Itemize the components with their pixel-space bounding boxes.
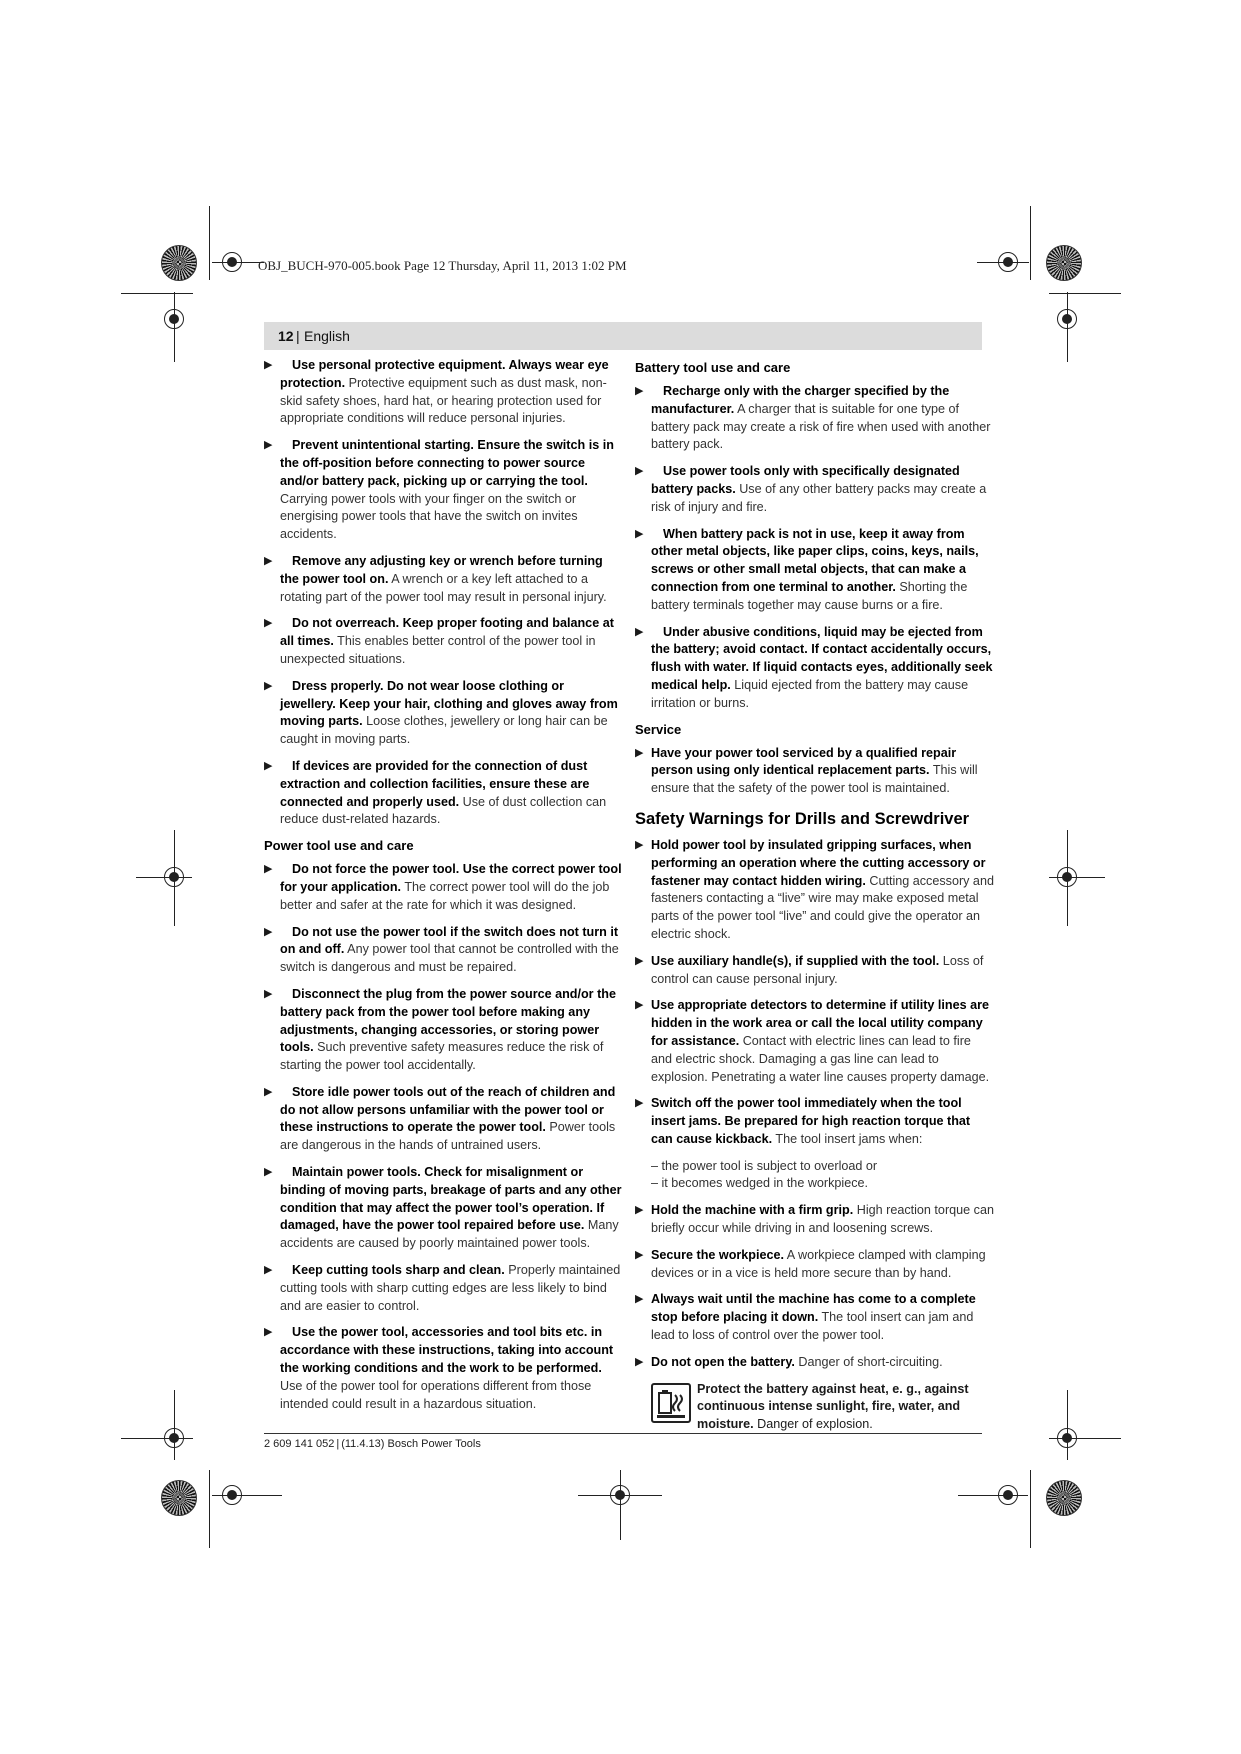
bullet-arrow-icon: ▶ <box>264 759 273 772</box>
bullet-arrow-icon: ▶ <box>264 1264 273 1277</box>
bullet-arrow-icon: ▶ <box>635 385 644 397</box>
language-label: English <box>304 328 350 344</box>
item-text: Properly maintained cutting tools with sharp cutting edges are less likely to bind and are easier to control. <box>280 1263 621 1313</box>
item-text: Carrying power tools with your finger on the switch or energising power tools that have the switch on invites accidents. <box>280 491 578 542</box>
bullet-arrow-icon: ▶ <box>264 679 273 692</box>
item-bold-text: If devices are provided for the connection of dust extraction and collection facilities, ensure these are connected and properly used. <box>280 758 590 809</box>
crop-mark <box>1030 1470 1031 1548</box>
item-bold-text: Hold the machine with a firm grip. <box>651 1203 854 1218</box>
list-item <box>635 953 995 989</box>
item-bold-text: Use the power tool, accessories and tool bits etc. in accordance with these instructions, taking into account the working conditions and the work to be performed. <box>280 1325 614 1376</box>
item-text: High reaction torque can briefly occur while driving in and loosening screws. <box>651 1203 994 1236</box>
list-item <box>264 615 622 668</box>
item-text: Power tools are dangerous in the hands of untrained users. <box>280 1120 616 1153</box>
crop-mark <box>1067 830 1068 926</box>
bullet-arrow-icon: ▶ <box>264 439 273 452</box>
bullet-arrow-icon: ▶ <box>635 527 644 540</box>
item-bold-text: Secure the workpiece. <box>651 1247 784 1262</box>
item-text: Use of any other battery packs may create a risk of injury and fire. <box>651 481 987 514</box>
print-info: OBJ_BUCH-970-005.book Page 12 Thursday, April 11, 2013 1:02 PM <box>258 258 627 273</box>
item-text: Many accidents are caused by poorly maintained power tools. <box>280 1218 619 1251</box>
list-item <box>264 1084 622 1155</box>
list-item <box>635 624 995 713</box>
item-text: Danger of short-circuiting. <box>794 1354 943 1369</box>
crop-mark <box>1067 1390 1068 1460</box>
crop-mark <box>209 206 210 280</box>
bullet-arrow-icon: ▶ <box>264 554 273 567</box>
list-item <box>635 383 995 454</box>
jam-reason: – it becomes wedged in the workpiece. <box>651 1176 869 1191</box>
item-bold-text: Maintain power tools. Check for misalignment or binding of moving parts, breakage of parts and any other condition that may affect the power tool’s operation. If damaged, have the power tool repaired before use. <box>280 1165 622 1233</box>
list-item <box>635 463 995 516</box>
item-bold-text: Prevent unintentional starting. Ensure the switch is in the off-position before connecting to power source and/or battery pack, picking up or carrying the tool. <box>280 438 614 488</box>
crop-mark <box>1030 206 1031 280</box>
item-bold-text: Do not open the battery. <box>651 1354 795 1369</box>
item-bold-text: Use power tools only with specifically designated battery packs. <box>651 464 960 496</box>
page-footer <box>264 1438 481 1450</box>
item-text: Protective equipment such as dust mask, non-skid safety shoes, hard hat, or hearing protection used for appropriate conditions will reduce personal injuries. <box>280 375 607 426</box>
footer-rule <box>264 1433 982 1434</box>
jam-reason: – the power tool is subject to overload or <box>651 1158 878 1173</box>
item-text: Loss of control can cause personal injury. <box>651 953 984 986</box>
bullet-arrow-icon: ▶ <box>264 1326 273 1339</box>
item-bold-text: Have your power tool serviced by a qualified repair person using only identical replacement parts. <box>651 745 957 778</box>
bullet-arrow-icon: ▶ <box>635 999 644 1012</box>
bullet-arrow-icon: ▶ <box>635 465 644 478</box>
crop-mark <box>121 293 193 294</box>
battery-warning <box>635 1381 995 1434</box>
item-text: Contact with electric lines can lead to fire and electric shock. Damaging a gas line can lead to explosion. Penetrating a water line causes property damage. <box>651 1033 990 1084</box>
list-item <box>264 758 622 829</box>
crop-mark <box>1049 877 1105 878</box>
registration-mark-right-upper <box>1057 309 1077 329</box>
list-item <box>635 1247 995 1283</box>
header-separator: | <box>296 328 300 344</box>
item-bold-text: Keep cutting tools sharp and clean. <box>292 1263 505 1278</box>
color-target-bottom-left <box>161 1480 197 1516</box>
item-bold-text: Switch off the power tool immediately when the tool insert jams. Be prepared for high reaction torque that can cause kickback. <box>651 1096 971 1146</box>
battery-heat-warning-icon <box>651 1383 691 1423</box>
page-header <box>264 322 982 350</box>
left-column <box>264 357 622 1422</box>
color-target-top-right <box>1046 245 1082 281</box>
crop-mark <box>620 1470 621 1540</box>
bullet-arrow-icon: ▶ <box>264 1085 273 1098</box>
list-item <box>635 997 995 1086</box>
item-text: Shorting the battery terminals together may cause burns or a fire. <box>651 579 968 612</box>
item-bold-text: When battery pack is not in use, keep it away from other metal objects, like paper clips, coins, keys, nails, screws or other small metal objects, that can make a connection from one terminal to another. <box>651 526 979 594</box>
list-item <box>264 678 622 749</box>
crop-mark <box>136 877 192 878</box>
list-item <box>635 745 995 798</box>
battery-warning-text: Danger of explosion. <box>753 1417 873 1432</box>
list-item <box>264 437 622 544</box>
item-text: Liquid ejected from the battery may cause irritation or burns. <box>651 677 969 710</box>
bullet-arrow-icon: ▶ <box>264 359 273 371</box>
item-bold-text: Use appropriate detectors to determine if utility lines are hidden in the work area or call the local utility company for assistance. <box>651 998 990 1048</box>
bullet-arrow-icon: ▶ <box>635 838 644 851</box>
item-bold-text: Do not force the power tool. Use the correct power tool for your application. <box>280 862 622 894</box>
color-target-bottom-right <box>1046 1480 1082 1516</box>
crop-mark <box>174 830 175 926</box>
list-item <box>635 1095 995 1148</box>
list-item <box>264 553 622 606</box>
item-text: Any power tool that cannot be controlled with the switch is dangerous and must be repaired. <box>280 942 619 975</box>
item-bold-text: Store idle power tools out of the reach of children and do not allow persons unfamiliar with the power tool or these instructions to operate the power tool. <box>280 1084 616 1135</box>
bullet-arrow-icon: ▶ <box>635 746 644 759</box>
item-bold-text: Under abusive conditions, liquid may be ejected from the battery; avoid contact. If contact accidentally occurs, flush with water. If liquid contacts eyes, additionally seek medical help. <box>651 624 993 692</box>
bullet-arrow-icon: ▶ <box>264 1166 273 1179</box>
section-heading-service: Service <box>635 721 682 737</box>
item-text: A charger that is suitable for one type of battery pack may create a risk of fire when used with another battery pack. <box>651 401 991 452</box>
bullet-arrow-icon: ▶ <box>264 863 273 876</box>
item-text: Loose clothes, jewellery or long hair can be caught in moving parts. <box>280 714 608 747</box>
list-item <box>264 861 622 914</box>
item-text: The tool insert can jam and lead to loss of control over the power tool. <box>651 1310 974 1343</box>
list-item <box>264 924 622 977</box>
crop-mark <box>1049 1438 1121 1439</box>
bullet-arrow-icon: ▶ <box>635 1097 644 1110</box>
footer-separator: | <box>336 1438 340 1450</box>
bullet-arrow-icon: ▶ <box>635 625 644 638</box>
list-item <box>264 1262 622 1315</box>
item-bold-text: Hold power tool by insulated gripping surfaces, when performing an operation where the cutting accessory or fastener may contact hidden wiring. <box>651 837 986 888</box>
item-text: A workpiece clamped with clamping devices or in a vice is held more secure than by hand. <box>651 1247 986 1280</box>
item-text: Such preventive safety measures reduce the risk of starting the power tool accidentally. <box>280 1040 604 1073</box>
bullet-arrow-icon: ▶ <box>264 617 273 630</box>
list-item <box>635 1291 995 1344</box>
crop-mark <box>1049 293 1121 294</box>
footer-brand: Bosch Power Tools <box>387 1438 481 1450</box>
bullet-arrow-icon: ▶ <box>635 1355 644 1368</box>
item-text: This enables better control of the power tool in unexpected situations. <box>280 634 596 666</box>
item-bold-text: Do not overreach. Keep proper footing and balance at all times. <box>280 616 614 649</box>
item-text: This will ensure that the safety of the power tool is maintained. <box>651 763 978 796</box>
crop-mark <box>578 1495 662 1496</box>
registration-mark-left-upper <box>164 309 184 329</box>
list-item <box>635 1354 995 1372</box>
item-text: A wrench or a key left attached to a rotating part of the power tool may result in personal injury. <box>280 571 607 604</box>
bullet-arrow-icon: ▶ <box>635 954 644 967</box>
document-code: 2 609 141 052 <box>264 1438 335 1450</box>
section-heading-power-tool: Power tool use and care <box>264 838 414 854</box>
bullet-arrow-icon: ▶ <box>635 1248 644 1261</box>
list-item <box>635 526 995 615</box>
list-item <box>264 1164 622 1253</box>
crop-mark <box>958 1495 1028 1496</box>
item-bold-text: Use personal protective equipment. Always wear eye protection. <box>280 358 609 390</box>
battery-warning-bold: Protect the battery against heat, e. g., against continuous intense sunlight, fire, water, and moisture. <box>697 1381 969 1432</box>
page-number: 12 <box>278 328 294 344</box>
list-item <box>264 1324 622 1413</box>
crop-mark <box>212 1495 282 1496</box>
bullet-arrow-icon: ▶ <box>635 1204 644 1217</box>
item-bold-text: Use auxiliary handle(s), if supplied with the tool. <box>651 953 940 968</box>
item-bold-text: Recharge only with the charger specified by the manufacturer. <box>651 384 950 416</box>
list-item <box>635 1202 995 1238</box>
document-date: (11.4.13) <box>341 1438 385 1450</box>
crop-mark <box>121 1438 193 1439</box>
item-text: Use of dust collection can reduce dust-related hazards. <box>280 794 607 827</box>
item-bold-text: Disconnect the plug from the power source and/or the battery pack from the power tool before making any adjustments, changing accessories, or storing power tools. <box>280 986 616 1055</box>
item-bold-text: Do not use the power tool if the switch does not turn it on and off. <box>280 924 619 957</box>
item-bold-text: Remove any adjusting key or wrench before turning the power tool on. <box>280 553 603 586</box>
item-text: The correct power tool will do the job better and safer at the rate for which it was designed. <box>280 879 610 912</box>
right-column <box>635 357 995 1434</box>
registration-mark-top-left <box>222 252 242 272</box>
bullet-arrow-icon: ▶ <box>635 1293 644 1306</box>
color-target-top-left <box>161 245 197 281</box>
item-text: Use of the power tool for operations different from those intended could result in a hazardous situation. <box>280 1378 592 1411</box>
list-item <box>264 986 622 1075</box>
registration-mark-top-right <box>998 252 1018 272</box>
crop-mark <box>209 1470 210 1548</box>
crop-mark <box>174 1390 175 1460</box>
section-heading-battery: Battery tool use and care <box>635 360 791 375</box>
bullet-arrow-icon: ▶ <box>264 925 273 938</box>
section-heading-drills: Safety Warnings for Drills and Screwdriver <box>635 809 970 828</box>
item-text: Cutting accessory and fasteners contacting a “live” wire may make exposed metal parts of the power tool “live” and could give the operator an electric shock. <box>651 873 994 941</box>
item-text: The tool insert jams when: <box>772 1131 923 1146</box>
bullet-arrow-icon: ▶ <box>264 987 273 1000</box>
item-bold-text: Dress properly. Do not wear loose clothing or jewellery. Keep your hair, clothing and gloves away from moving parts. <box>280 678 618 729</box>
item-bold-text: Always wait until the machine has come to a complete stop before placing it down. <box>651 1292 976 1325</box>
list-item <box>264 357 622 428</box>
list-item <box>635 837 995 944</box>
